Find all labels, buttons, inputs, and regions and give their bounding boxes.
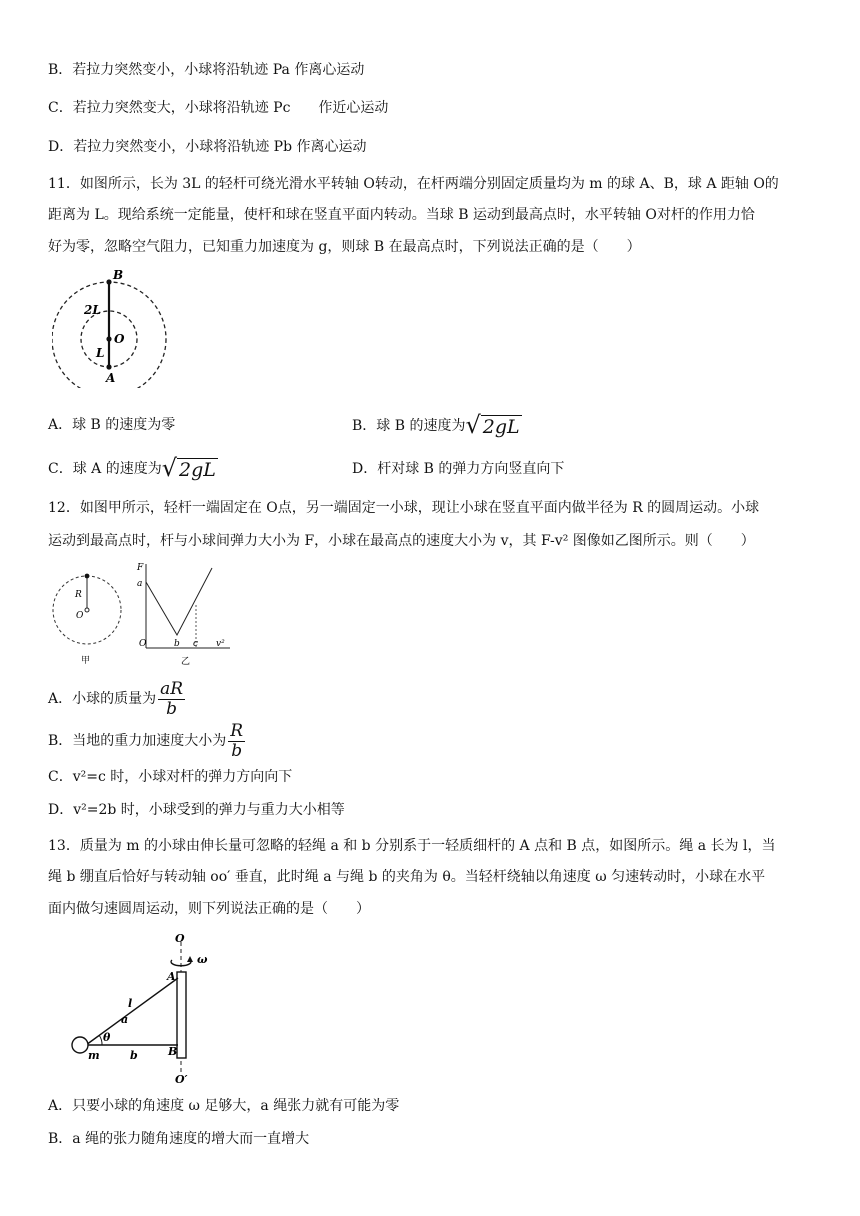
q13-stem-line-1: 13．质量为 m 的小球由伸长量可忽略的轻绳 a 和 b 分别系于一轻质细杆的 A 点和 B 点，如图所示。绳 a 长为 l，当 (48, 838, 776, 854)
q13-rope-a (86, 978, 178, 1045)
q13-label-rope-b: b (130, 1049, 138, 1062)
q13-label-rope-a: a (121, 1013, 129, 1026)
q12-option-b-text: B．当地的重力加速度大小为 (48, 733, 227, 749)
q12-option-c: C．v²=c 时，小球对杆的弹力方向向下 (48, 769, 293, 785)
q11-option-c-sqrt: √ 2gL (161, 454, 216, 482)
q12-label-o: O (76, 611, 84, 621)
q12-option-a-text: A．小球的质量为 (48, 691, 157, 707)
q13-ball (72, 1037, 88, 1053)
q12-ball (85, 574, 90, 579)
q11-axis-o (106, 336, 111, 341)
q12-center-o (85, 608, 89, 612)
q11-option-b (352, 412, 522, 440)
q12-label-b: b (174, 639, 180, 649)
q13-stem-line-2: 绳 b 绷直后恰好与转动轴 oo′ 垂直，此时绳 a 与绳 b 的夹角为 θ。当轻杆绕轴以角速度 ω 匀速转动时，小球在水平 (48, 869, 766, 885)
q12-label-origin: O (139, 639, 147, 649)
q12-label-f: F (137, 563, 144, 573)
q13-label-omega: ω (197, 953, 208, 966)
option-prev-b: B．若拉力突然变小，小球将沿轨迹 Pa 作离心运动 (48, 62, 365, 78)
q13-figure (66, 928, 226, 1088)
q13-rotation-arrowhead (187, 956, 193, 962)
q13-rod (177, 972, 186, 1058)
q12-label-c: c (193, 639, 199, 649)
q11-label-2l: 2L (84, 303, 101, 317)
q12-option-b-numerator: R (230, 720, 244, 741)
q11-option-a: A．球 B 的速度为零 (48, 417, 176, 433)
q11-label-b: B (113, 268, 124, 282)
q12-figure-yi (134, 560, 236, 670)
q11-ball-b (106, 279, 111, 284)
q12-label-v2: v² (216, 639, 225, 649)
q13-label-b-point: B (168, 1045, 178, 1058)
q13-option-a: A．只要小球的角速度 ω 足够大，a 绳张力就有可能为零 (48, 1098, 400, 1114)
q13-option-b: B．a 绳的张力随角速度的增大而一直增大 (48, 1131, 310, 1147)
q13-label-o-prime: O′ (175, 1073, 188, 1086)
q12-figure-jia (50, 568, 128, 668)
q11-stem-line-3: 好为零，忽略空气阻力，已知重力加速度为 g，则球 B 在最高点时，下列说法正确的是（ ） (48, 239, 641, 255)
q11-option-b-sqrt: √ 2gL (465, 411, 520, 439)
option-prev-d: D．若拉力突然变小，小球将沿轨迹 Pb 作离心运动 (48, 139, 367, 155)
q12-option-b (48, 718, 245, 764)
q11-label-a: A (106, 371, 116, 385)
q11-stem-line-2: 距离为 L。现给系统一定能量，使杆和球在竖直平面内转动。当球 B 运动到最高点时，水平转轴 O对杆的作用力恰 (48, 207, 755, 223)
q12-option-d: D．v²=2b 时，小球受到的弹力与重力大小相等 (48, 802, 345, 818)
q12-label-a: a (137, 579, 143, 589)
q11-option-c-radicand: 2gL (179, 459, 216, 481)
q12-stem-line-1: 12．如图甲所示，轻杆一端固定在 O点，另一端固定一小球，现让小球在竖直平面内做半径为 R 的圆周运动。小球 (48, 500, 760, 516)
q13-stem-line-3: 面内做匀速圆周运动，则下列说法正确的是（ ） (48, 901, 370, 917)
q12-option-a-numerator: aR (160, 678, 184, 699)
q11-ball-a (106, 364, 111, 369)
q12-option-a-fraction (158, 680, 185, 719)
q11-option-b-radicand: 2gL (482, 416, 520, 438)
q13-label-theta: θ (103, 1031, 111, 1044)
q11-stem-line-1: 11．如图所示，长为 3L 的轻杆可绕光滑水平转轴 O转动，在杆两端分别固定质量均为 m 的球 A、B，球 A 距轴 O的 (48, 176, 779, 192)
q13-label-l: l (128, 997, 133, 1010)
q11-option-c (48, 455, 218, 483)
q11-label-l: L (96, 346, 105, 360)
q11-option-d: D．杆对球 B 的弹力方向竖直向下 (352, 461, 565, 477)
q12-caption-yi: 乙 (181, 657, 191, 667)
q11-figure (52, 268, 180, 388)
q13-angle-arc (99, 1035, 102, 1045)
q13-label-m: m (88, 1049, 100, 1062)
q12-caption-jia: 甲 (81, 656, 91, 666)
q12-option-b-denominator: b (231, 740, 243, 761)
q12-option-b-fraction (228, 722, 245, 761)
option-prev-c: C．若拉力突然变大，小球将沿轨迹 Pc 作近心运动 (48, 100, 389, 116)
q11-option-b-text: B．球 B 的速度为 (352, 418, 466, 434)
q12-option-a-denominator: b (166, 698, 178, 719)
q11-option-c-text: C．球 A 的速度为 (48, 461, 162, 477)
q12-option-a (48, 676, 185, 722)
q12-stem-line-2: 运动到最高点时，杆与小球间弹力大小为 F，小球在最高点的速度大小为 v，其 F-v² 图像如乙图所示。则（ ） (48, 533, 755, 549)
q13-label-a-point: A (167, 970, 176, 983)
q11-label-o: O (114, 332, 125, 346)
q12-graph-line (146, 568, 212, 635)
q13-label-o: O (175, 932, 185, 945)
q12-label-r: R (75, 590, 82, 600)
